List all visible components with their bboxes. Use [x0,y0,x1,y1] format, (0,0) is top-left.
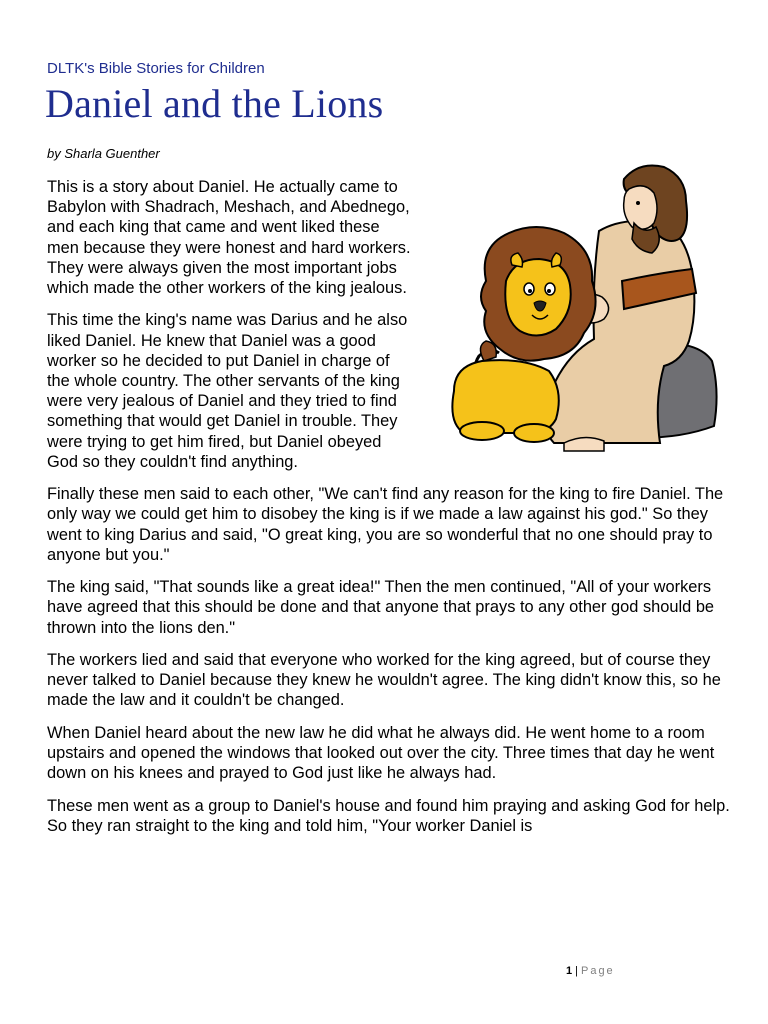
story-paragraph: This is a story about Daniel. He actually came to Babylon with Shadrach, Meshach, and Abednego, and each king that came and went liked these men because they were honest and hard workers. They were always given the most important jobs which made the other workers of the king jealous. [47,178,411,298]
page-title: Daniel and the Lions [45,81,384,126]
page-footer [566,965,615,977]
story-paragraph: These men went as a group to Daniel's house and found him praying and asking God for help. So they ran straight to the king and told him, "Your worker Daniel is [47,796,730,835]
daniel-and-lion-illustration [424,161,749,458]
story-paragraph: Finally these men said to each other, "We can't find any reason for the king to fire Daniel. The only way we could get him to disobey the king is if we made a law against his god." So they went to king Darius and said, "O great king, you are so wonderful that no one should pray to anyone but you." [47,485,724,564]
story-body [47,177,731,848]
story-paragraph: This time the king's name was Darius and he also liked Daniel. He knew that Daniel was a good worker so he decided to put Daniel in charge of the whole country. The other servants of the king were very jealous of Daniel and they tried to find something that would get Daniel in trouble. They were trying to get him fired, but Daniel obeyed God so they couldn't find anything. [47,311,408,471]
footer-separator: | [575,965,578,977]
page-number: 1 [566,965,573,977]
story-paragraph: When Daniel heard about the new law he did what he always did. He went home to a room upstairs and opened the windows that looked out over the city. Three times that day he went down on his knees and prayed to God just like he always had. [47,723,715,783]
story-paragraph: The king said, "That sounds like a great idea!" Then the men continued, "All of your workers have agreed that this should be done and that anyone that prays to any other god should be thrown into the lions den." [47,578,715,637]
author-byline: by Sharla Guenther [47,146,160,161]
series-title: DLTK's Bible Stories for Children [47,60,265,77]
story-paragraph: The workers lied and said that everyone who worked for the king agreed, but of course they never talked to Daniel because they knew he wouldn't agree. The king didn't know this, so he made the law and it couldn't be changed. [47,651,721,710]
page-label: Page [580,965,615,977]
